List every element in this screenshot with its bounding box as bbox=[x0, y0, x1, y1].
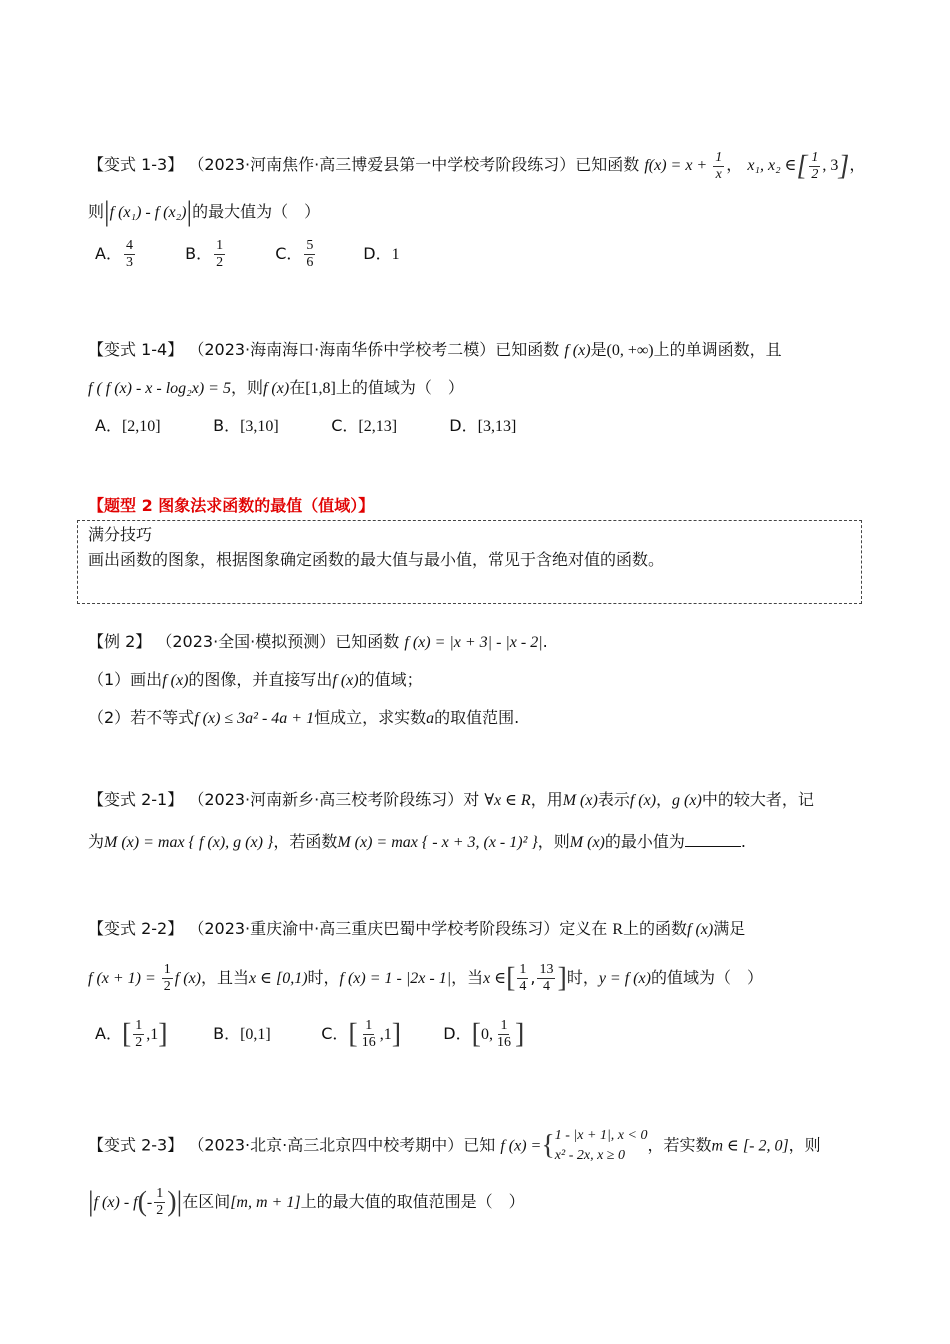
variable-range: x₁, x₂ ∈[ $\frac{1}{2}$ , 3] bbox=[747, 150, 850, 182]
question-2-1-line1: 【变式 2-1】 （2023·河南新乡·高三校考阶段练习）对 ∀x ∈ R，用M (x)表示f (x)，g (x)中的较大者，记 bbox=[88, 790, 814, 809]
question-tag: 【变式 1-4】 bbox=[88, 340, 184, 359]
option-d[interactable]: D．[0, $\frac{1}{16}$ ] bbox=[443, 1018, 525, 1050]
option-b[interactable]: B． $\frac{1}{2}$ bbox=[185, 238, 224, 270]
question-tag: 【变式 1-3】 bbox=[88, 155, 184, 175]
option-c[interactable]: C．[2,13] bbox=[331, 416, 398, 435]
example-2-line1: 【例 2】 （2023·全国·模拟预测）已知函数 f (x) = |x + 3| - |x - 2|. bbox=[88, 632, 548, 651]
question-1-4-line2: f ( f (x) - x - log₂x) = 5，则f (x)在[1,8]上的值域为（ ） bbox=[88, 378, 464, 397]
question-1-4-line1: 【变式 1-4】 （2023·海南海口·海南华侨中学校考二模）已知函数 f (x)是(0, +∞)上的单调函数，且 bbox=[88, 340, 782, 359]
question-1-3-options bbox=[95, 238, 400, 271]
question-1-3-line1: 【变式 1-3】 （2023·河南焦作·高三博爱县第一中学校考阶段练习）已知函数 f(x) = x + $\frac{1}{x}$ ， x₁, x₂ ∈[ $\frac{1}{2}$ , 3]， bbox=[88, 150, 866, 182]
function-definition: f(x) = x + $\frac{1}{x}$ bbox=[644, 150, 723, 182]
option-a[interactable]: A．[2,10] bbox=[95, 416, 161, 435]
answer-blank[interactable] bbox=[685, 830, 741, 847]
option-b[interactable]: B．[3,10] bbox=[213, 416, 279, 435]
question-1-3-line2: 则|f (x₁) - f (x₂)|的最大值为（ ） bbox=[88, 196, 321, 228]
option-a[interactable]: A．[ $\frac{1}{2}$ ,1] bbox=[95, 1018, 168, 1050]
question-tag: 【变式 2-1】 bbox=[88, 790, 184, 809]
functional-equation: f ( f (x) - x - log₂x) = 5 bbox=[88, 380, 231, 397]
example-2-part2: （2）若不等式f (x) ≤ 3a² - 4a + 1恒成立，求实数a的取值范围. bbox=[88, 708, 520, 727]
question-source: （2023·全国·模拟预测）已知函数 bbox=[156, 632, 400, 651]
question-2-2-options bbox=[95, 1018, 524, 1051]
question-source: （2023·海南海口·海南华侨中学校考二模）已知函数 bbox=[188, 340, 560, 359]
tips-title: 满分技巧 bbox=[88, 525, 153, 544]
question-2-2-line1: 【变式 2-2】 （2023·重庆渝中·高三重庆巴蜀中学校考阶段练习）定义在 R上的函数f (x)满足 bbox=[88, 919, 746, 938]
question-1-4-options bbox=[95, 414, 516, 439]
option-d[interactable]: D．1 bbox=[363, 244, 400, 263]
question-2-2-line2: f (x + 1) = $\frac{1}{2}$ f (x)，且当x ∈ [0,1)时，f (x) = 1 - |2x - 1|，当x ∈[ $\frac{1}{4}$ , $\frac{13}{4}$ ]时，y = f (x)的值域为（ ） bbox=[88, 962, 763, 994]
abs-difference: f (x₁) - f (x₂) bbox=[109, 204, 187, 221]
question-source: （2023·河南焦作·高三博爱县第一中学校考阶段练习）已知函数 bbox=[188, 155, 640, 175]
question-source: （2023·北京·高三北京四中校考期中）已知 bbox=[188, 1135, 496, 1155]
section-title: 【题型 2 图象法求函数的最值（值域）】 bbox=[88, 496, 375, 515]
question-2-1-line2: 为M (x) = max { f (x), g (x) }，若函数M (x) = max { - x + 3, (x - 1)² }，则M (x)的最小值为 . bbox=[88, 832, 746, 851]
function-definition: f (x) = |x + 3| - |x - 2| bbox=[404, 634, 543, 651]
question-2-3-line2: |f (x) - f(- $\frac{1}{2}$ )|在区间[m, m + 1]上的最大值的取值范围是（ ） bbox=[88, 1186, 525, 1218]
question-tag: 【例 2】 bbox=[88, 632, 152, 651]
option-a[interactable]: A． $\frac{4}{3}$ bbox=[95, 238, 133, 270]
option-b[interactable]: B．[0,1] bbox=[213, 1024, 271, 1043]
question-source: （2023·河南新乡·高三校考阶段练习）对 bbox=[188, 790, 480, 809]
question-tag: 【变式 2-2】 bbox=[88, 919, 184, 938]
option-c[interactable]: C．[ $\frac{1}{16}$ ,1] bbox=[321, 1018, 402, 1050]
option-c[interactable]: C． $\frac{5}{6}$ bbox=[275, 238, 314, 270]
question-source: （2023·重庆渝中·高三重庆巴蜀中学校考阶段练习）定义在 bbox=[188, 919, 608, 938]
example-2-part1: （1）画出f (x)的图像，并直接写出f (x)的值域； bbox=[88, 670, 423, 689]
option-d[interactable]: D．[3,13] bbox=[449, 416, 517, 435]
question-tag: 【变式 2-3】 bbox=[88, 1135, 184, 1155]
tips-text: 画出函数的图象，根据图象确定函数的最大值与最小值，常见于含绝对值的函数。 bbox=[88, 550, 665, 569]
question-2-3-line1: 【变式 2-3】 （2023·北京·高三北京四中校考期中）已知 f (x) ={ 1 - |x + 1|, x < 0 x² - 2x, x ≥ 0 ，若实数m ∈ [- 2, 0]，则 bbox=[88, 1128, 821, 1163]
